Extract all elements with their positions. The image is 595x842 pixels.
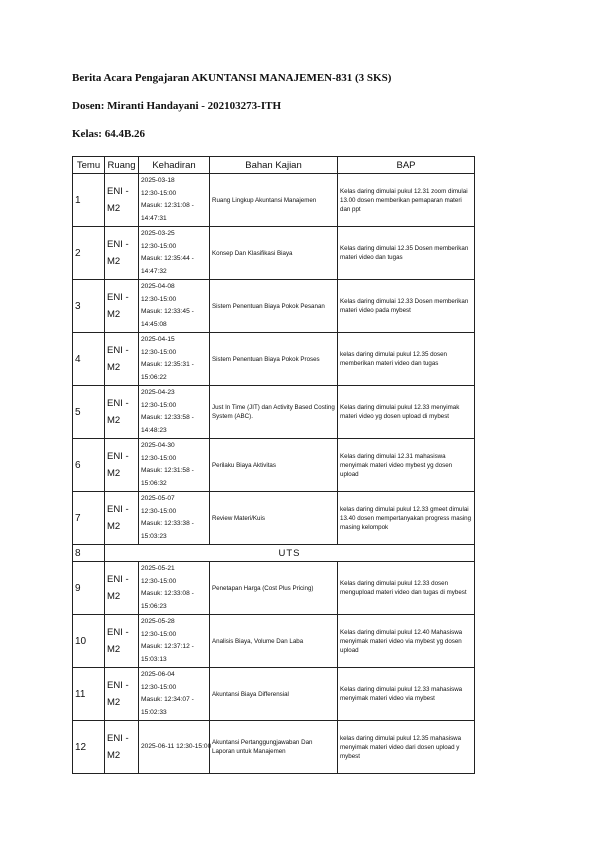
cell-ruang: ENI - M2 xyxy=(105,562,139,615)
kehadiran-date: 2025-04-30 xyxy=(141,442,175,449)
kehadiran-masuk: Masuk: 12:33:58 - 14:48:23 xyxy=(141,414,194,434)
cell-temu: 2 xyxy=(73,227,105,280)
cell-bap: kelas daring dimulai pukul 12.35 dosen memberikan materi video dan tugas xyxy=(338,333,475,386)
kehadiran-date-time: 2025-06-11 12:30-15:00 xyxy=(141,742,212,750)
table-row xyxy=(73,492,475,545)
table-row xyxy=(73,174,475,227)
cell-bahan-kajian: Akuntansi Pertanggungjawaban Dan Laporan untuk Manajemen xyxy=(210,721,338,774)
kehadiran-masuk: Masuk: 12:33:38 - 15:03:23 xyxy=(141,520,194,540)
kehadiran-time: 12:30-15:00 xyxy=(141,348,177,356)
cell-kehadiran xyxy=(139,174,210,227)
cell-bahan-kajian: Ruang Lingkup Akuntansi Manajemen xyxy=(210,174,338,227)
kehadiran-date: 2025-04-23 xyxy=(141,389,175,396)
kehadiran-masuk: Masuk: 12:35:31 - 15:06:22 xyxy=(141,361,194,381)
cell-bahan-kajian: Review Materi/Kuis xyxy=(210,492,338,545)
cell-temu: 8 xyxy=(73,545,105,562)
kehadiran-masuk: Masuk: 12:37:12 - 15:03:13 xyxy=(141,643,194,663)
table-row xyxy=(73,227,475,280)
cell-bahan-kajian: Sistem Penentuan Biaya Pokok Pesanan xyxy=(210,280,338,333)
kehadiran-date: 2025-03-18 xyxy=(141,177,175,184)
table-body xyxy=(73,174,475,774)
cell-bap: Kelas daring dimulai pukul 12.33 mahasiswa menyimak materi video via mybest xyxy=(338,668,475,721)
kehadiran-date: 2025-05-21 xyxy=(141,565,175,572)
cell-temu: 6 xyxy=(73,439,105,492)
cell-bap: kelas daring dimulai pukul 12.33 gmeet dimulai 13.40 dosen mempertanyakan progress masing masing kelompok xyxy=(338,492,475,545)
table-row xyxy=(73,439,475,492)
cell-temu: 3 xyxy=(73,280,105,333)
cell-bap: kelas daring dimulai pukul 12.35 mahasiswa menyimak materi video dari dosen upload y mybest xyxy=(338,721,475,774)
table-header-row xyxy=(73,157,475,174)
kehadiran-date: 2025-04-15 xyxy=(141,336,175,343)
kehadiran-masuk: Masuk: 12:33:45 - 14:45:08 xyxy=(141,308,194,328)
kehadiran-date: 2025-06-04 xyxy=(141,671,175,678)
table-row xyxy=(73,333,475,386)
cell-ruang: ENI - M2 xyxy=(105,492,139,545)
cell-temu: 7 xyxy=(73,492,105,545)
attendance-table xyxy=(72,156,475,774)
cell-kehadiran xyxy=(139,333,210,386)
cell-uts: UTS xyxy=(105,545,475,562)
table-row xyxy=(73,280,475,333)
cell-bahan-kajian: Just In Time (JIT) dan Activity Based Costing System (ABC). xyxy=(210,386,338,439)
kehadiran-date: 2025-05-28 xyxy=(141,618,175,625)
cell-temu: 12 xyxy=(73,721,105,774)
kehadiran-masuk: Masuk: 12:34:07 - 15:02:33 xyxy=(141,696,194,716)
table-row xyxy=(73,721,475,774)
cell-ruang: ENI - M2 xyxy=(105,280,139,333)
cell-kehadiran xyxy=(139,721,210,774)
kehadiran-time: 12:30-15:00 xyxy=(141,242,177,250)
kehadiran-masuk: Masuk: 12:31:58 - 15:06:32 xyxy=(141,467,194,487)
table-row xyxy=(73,386,475,439)
cell-ruang: ENI - M2 xyxy=(105,227,139,280)
table-row-uts xyxy=(73,545,475,562)
cell-bap: Kelas daring dimulai 12.31 mahasiswa menyimak materi video mybest yg dosen upload xyxy=(338,439,475,492)
cell-ruang: ENI - M2 xyxy=(105,333,139,386)
cell-ruang: ENI - M2 xyxy=(105,615,139,668)
kehadiran-date: 2025-05-07 xyxy=(141,495,175,502)
header-ruang: Ruang xyxy=(105,157,139,174)
kehadiran-masuk: Masuk: 12:31:08 - 14:47:31 xyxy=(141,202,194,222)
document-title: Berita Acara Pengajaran AKUNTANSI MANAJEMEN-831 (3 SKS) xyxy=(72,72,392,84)
cell-bahan-kajian: Akuntansi Biaya Differensial xyxy=(210,668,338,721)
table-row xyxy=(73,562,475,615)
kehadiran-time: 12:30-15:00 xyxy=(141,683,177,691)
header-kehadiran: Kehadiran xyxy=(139,157,210,174)
kehadiran-time: 12:30-15:00 xyxy=(141,577,177,585)
cell-kehadiran xyxy=(139,386,210,439)
class-line: Kelas: 64.4B.26 xyxy=(72,128,146,140)
cell-kehadiran xyxy=(139,227,210,280)
kehadiran-time: 12:30-15:00 xyxy=(141,401,177,409)
cell-temu: 9 xyxy=(73,562,105,615)
cell-ruang: ENI - M2 xyxy=(105,668,139,721)
kehadiran-time: 12:30-15:00 xyxy=(141,189,177,197)
cell-temu: 4 xyxy=(73,333,105,386)
cell-bap: Kelas daring dimulai pukul 12.40 Mahasiswa menyimak materi video via mybest yg dosen upload xyxy=(338,615,475,668)
header-bahan-kajian: Bahan Kajian xyxy=(210,157,338,174)
lecturer-line: Dosen: Miranti Handayani - 202103273-ITH xyxy=(72,100,282,112)
cell-ruang: ENI - M2 xyxy=(105,386,139,439)
cell-kehadiran xyxy=(139,668,210,721)
cell-bap: Kelas daring dimulai pukul 12.31 zoom dimulai 13.00 dosen memberikan pemaparan materi dan ppt xyxy=(338,174,475,227)
cell-kehadiran xyxy=(139,280,210,333)
kehadiran-date: 2025-04-08 xyxy=(141,283,175,290)
cell-bahan-kajian: Penetapan Harga (Cost Plus Pricing) xyxy=(210,562,338,615)
table-row xyxy=(73,668,475,721)
kehadiran-time: 12:30-15:00 xyxy=(141,295,177,303)
cell-bap: Kelas daring dimulai 12.35 Dosen memberikan materi video dan tugas xyxy=(338,227,475,280)
cell-ruang: ENI - M2 xyxy=(105,439,139,492)
cell-ruang: ENI - M2 xyxy=(105,721,139,774)
cell-bap: Kelas daring dimulai pukul 12.33 menyimak materi video yg dosen upload di mybest xyxy=(338,386,475,439)
cell-kehadiran xyxy=(139,492,210,545)
cell-temu: 10 xyxy=(73,615,105,668)
table-row xyxy=(73,615,475,668)
cell-bahan-kajian: Perilaku Biaya Aktivitas xyxy=(210,439,338,492)
cell-bap: Kelas daring dimulai 12.33 Dosen memberikan materi video pada mybest xyxy=(338,280,475,333)
cell-bahan-kajian: Konsep Dan Klasifikasi Biaya xyxy=(210,227,338,280)
cell-kehadiran xyxy=(139,439,210,492)
cell-temu: 11 xyxy=(73,668,105,721)
kehadiran-masuk: Masuk: 12:33:08 - 15:06:23 xyxy=(141,590,194,610)
cell-temu: 5 xyxy=(73,386,105,439)
cell-bahan-kajian: Analisis Biaya, Volume Dan Laba xyxy=(210,615,338,668)
cell-bahan-kajian: Sistem Penentuan Biaya Pokok Proses xyxy=(210,333,338,386)
header-temu: Temu xyxy=(73,157,105,174)
kehadiran-time: 12:30-15:00 xyxy=(141,507,177,515)
header-bap: BAP xyxy=(338,157,475,174)
kehadiran-masuk: Masuk: 12:35:44 - 14:47:32 xyxy=(141,255,194,275)
cell-ruang: ENI - M2 xyxy=(105,174,139,227)
kehadiran-date: 2025-03-25 xyxy=(141,230,175,237)
cell-kehadiran xyxy=(139,562,210,615)
kehadiran-time: 12:30-15:00 xyxy=(141,454,177,462)
cell-kehadiran xyxy=(139,615,210,668)
kehadiran-time: 12:30-15:00 xyxy=(141,630,177,638)
cell-bap: Kelas daring dimulai pukul 12.33 dosen mengupload materi video dan tugas di mybest xyxy=(338,562,475,615)
cell-temu: 1 xyxy=(73,174,105,227)
